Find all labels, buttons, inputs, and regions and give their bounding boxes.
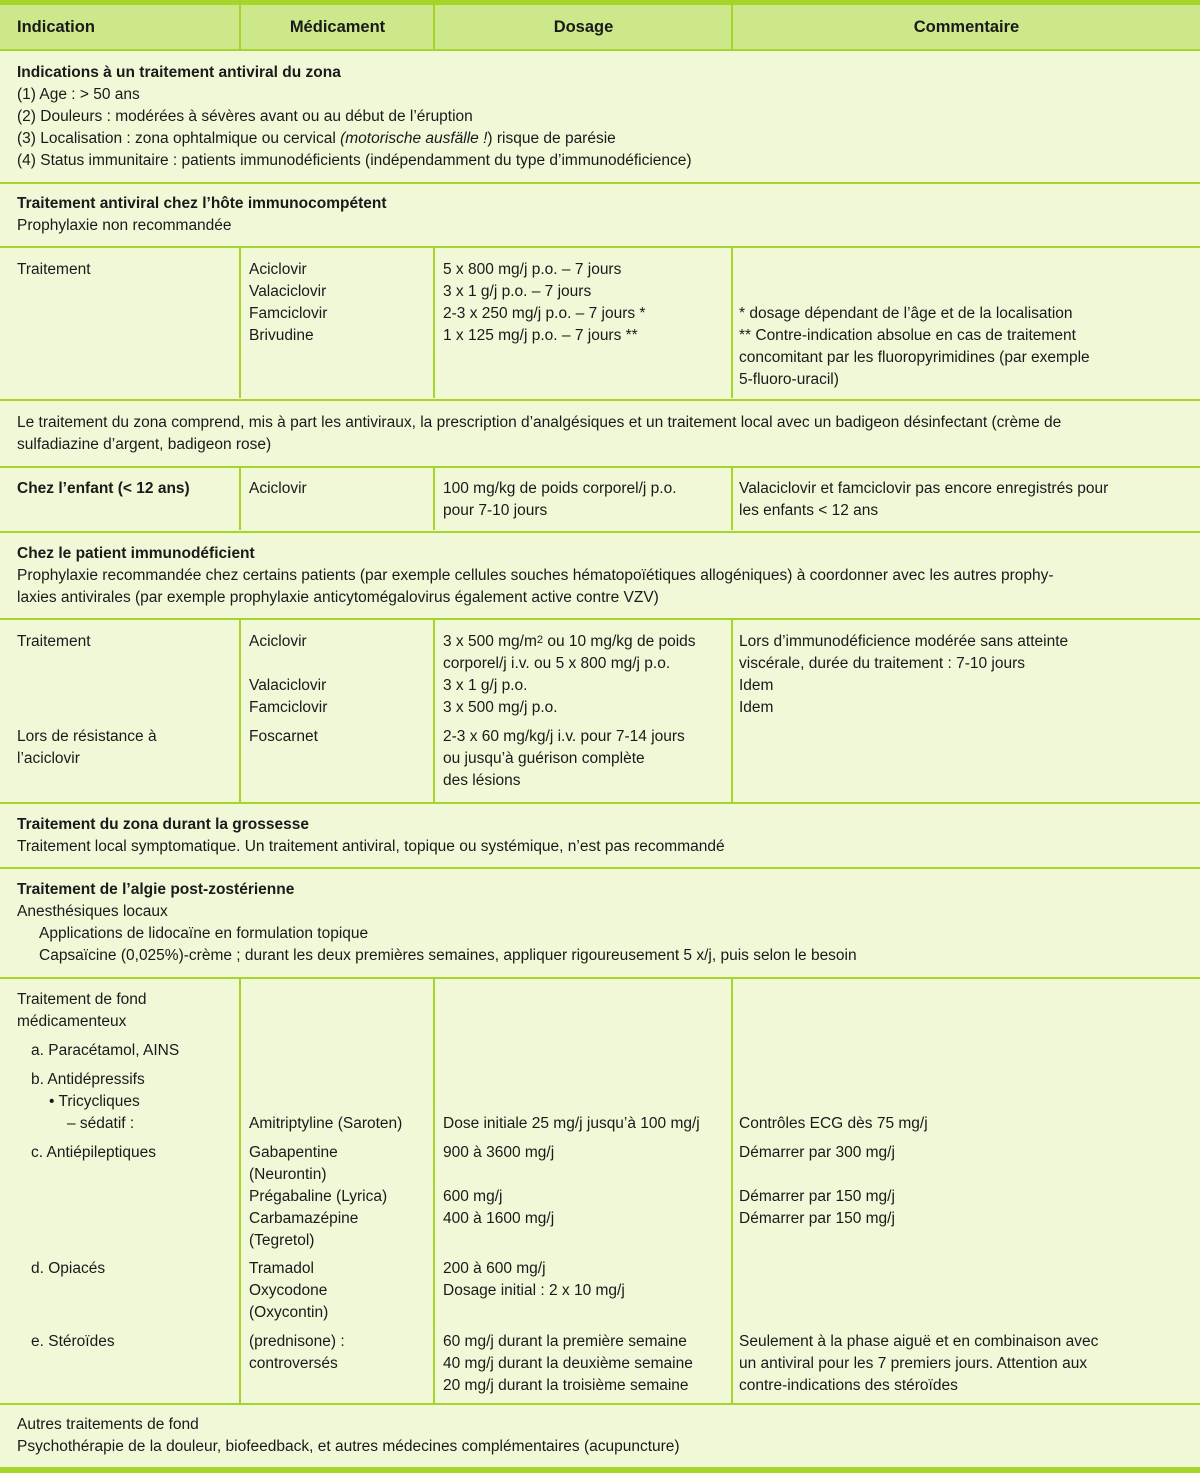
indication-cell: Traitement [17, 261, 91, 278]
dose-cell: 3 x 1 g/j p.o. [443, 677, 528, 694]
indication-cell: e. Stéroïdes [31, 1333, 115, 1350]
drug-cell: (Neurontin) [249, 1166, 327, 1183]
column-divider [731, 248, 733, 398]
indication-cell: c. Antiépileptiques [31, 1144, 156, 1161]
note-line: Le traitement du zona comprend, mis à part les antiviraux, la prescription d’analgésiques et un traitement local avec un badigeon désinfectant (crème de [17, 414, 1062, 431]
indication-cell: Lors de résistance à [17, 728, 157, 745]
row-divider [0, 466, 1200, 468]
note-line: sulfadiazine d’argent, badigeon rose) [17, 436, 272, 453]
dose-cell: 200 à 600 mg/j [443, 1260, 546, 1277]
drug-cell: (prednisone) : [249, 1333, 345, 1350]
dose-cell: pour 7-10 jours [443, 502, 548, 519]
column-divider [433, 248, 435, 398]
row-divider [0, 49, 1200, 51]
drug-cell: Famciclovir [249, 305, 328, 322]
section-line: Psychothérapie de la douleur, biofeedback, et autres médecines complémentaires (acupuncture) [17, 1438, 680, 1455]
indication-italic: (motorische ausfälle ! [340, 130, 488, 147]
row-divider [0, 1403, 1200, 1405]
header-dosage: Dosage [553, 18, 614, 36]
section-line: Traitement local symptomatique. Un traitement antiviral, topique ou systémique, n’est pas recommandé [17, 838, 725, 855]
header-divider [239, 5, 241, 49]
row-divider [0, 182, 1200, 184]
section-line: Capsaïcine (0,025%)-crème ; durant les deux premières semaines, appliquer rigoureusement 5 x/j, puis selon le besoin [39, 947, 857, 964]
header-commentaire: Commentaire [913, 18, 1020, 36]
dose-cell: Dose initiale 25 mg/j jusqu’à 100 mg/j [443, 1115, 700, 1132]
comment-cell: les enfants < 12 ans [739, 502, 879, 519]
indication-text: (3) Localisation : zona ophtalmique ou cervical [17, 130, 341, 147]
dose-text: 3 x 500 mg/m [443, 633, 537, 650]
section-title: Traitement antiviral chez l’hôte immunocompétent [17, 195, 387, 212]
section-title: Indications à un traitement antiviral du zona [17, 64, 341, 81]
section-title: Traitement du zona durant la grossesse [17, 816, 309, 833]
comment-cell: ** Contre-indication absolue en cas de traitement [739, 327, 1076, 344]
column-divider [731, 979, 733, 1403]
header-divider [731, 5, 733, 49]
indication-cell: Chez l’enfant (< 12 ans) [17, 480, 190, 497]
indication-cell: l’aciclovir [17, 750, 80, 767]
drug-cell: Famciclovir [249, 699, 328, 716]
comment-cell: un antiviral pour les 7 premiers jours. Attention aux [739, 1355, 1088, 1372]
column-divider [433, 468, 435, 530]
comment-cell: contre-indications des stéroïdes [739, 1377, 958, 1394]
section-subtitle: Prophylaxie non recommandée [17, 217, 232, 234]
comment-cell: Contrôles ECG dès 75 mg/j [739, 1115, 928, 1132]
dose-cell: 400 à 1600 mg/j [443, 1210, 555, 1227]
comment-cell: * dosage dépendant de l’âge et de la localisation [739, 305, 1073, 322]
drug-cell: Amitriptyline (Saroten) [249, 1115, 403, 1132]
comment-cell: Seulement à la phase aiguë et en combinaison avec [739, 1333, 1099, 1350]
dose-cell: 900 à 3600 mg/j [443, 1144, 555, 1161]
superscript: 2 [536, 634, 544, 646]
column-divider [433, 979, 435, 1403]
row-divider [0, 399, 1200, 401]
dose-cell: ou jusqu’à guérison complète [443, 750, 645, 767]
row-divider [0, 977, 1200, 979]
indication-line: (1) Age : > 50 ans [17, 86, 140, 103]
comment-cell: Démarrer par 150 mg/j [739, 1188, 895, 1205]
dose-cell: Dosage initial : 2 x 10 mg/j [443, 1282, 625, 1299]
dose-cell: 100 mg/kg de poids corporel/j p.o. [443, 480, 677, 497]
section-line: Anesthésiques locaux [17, 903, 168, 920]
section-line: Prophylaxie recommandée chez certains patients (par exemple cellules souches hématopoïétiques allogéniques) à coordonner avec les autres prophy- [17, 567, 1054, 584]
indication-cell: Traitement [17, 633, 91, 650]
comment-cell: Lors d’immunodéficience modérée sans atteinte [739, 633, 1069, 650]
drug-cell: Aciclovir [249, 480, 307, 497]
column-divider [239, 468, 241, 530]
dose-cell: corporel/j i.v. ou 5 x 800 mg/j p.o. [443, 655, 671, 672]
indication-cell: a. Paracétamol, AINS [31, 1042, 180, 1059]
section-line: Applications de lidocaïne en formulation topique [39, 925, 369, 942]
section-line: Autres traitements de fond [17, 1416, 199, 1433]
drug-cell: Brivudine [249, 327, 314, 344]
row-divider [0, 802, 1200, 804]
drug-cell: (Oxycontin) [249, 1304, 329, 1321]
column-divider [433, 620, 435, 802]
dose-cell: 3 x 500 mg/j p.o. [443, 699, 558, 716]
comment-cell: Idem [739, 677, 774, 694]
indication-line [17, 128, 616, 150]
drug-cell: Gabapentine [249, 1144, 338, 1161]
dose-cell: 5 x 800 mg/j p.o. – 7 jours [443, 261, 622, 278]
drug-cell: Prégabaline (Lyrica) [249, 1188, 388, 1205]
comment-cell: Démarrer par 150 mg/j [739, 1210, 895, 1227]
comment-cell: 5-fluoro-uracil) [739, 371, 839, 388]
comment-cell: Démarrer par 300 mg/j [739, 1144, 895, 1161]
column-divider [239, 248, 241, 398]
drug-cell: Aciclovir [249, 261, 307, 278]
comment-cell: Valaciclovir et famciclovir pas encore enregistrés pour [739, 480, 1109, 497]
column-divider [239, 620, 241, 802]
comment-cell: Idem [739, 699, 774, 716]
drug-cell: Tramadol [249, 1260, 314, 1277]
section-title: Chez le patient immunodéficient [17, 545, 255, 562]
comment-cell: viscérale, durée du traitement : 7-10 jours [739, 655, 1026, 672]
indication-cell: b. Antidépressifs [31, 1071, 145, 1088]
column-divider [239, 979, 241, 1403]
dose-cell: 1 x 125 mg/j p.o. – 7 jours ** [443, 327, 638, 344]
comment-cell: concomitant par les fluoropyrimidines (par exemple [739, 349, 1090, 366]
column-divider [731, 468, 733, 530]
indication-line: (2) Douleurs : modérées à sévères avant ou au début de l’éruption [17, 108, 473, 125]
dose-cell: 3 x 1 g/j p.o. – 7 jours [443, 283, 592, 300]
section-title: Traitement de l’algie post-zostérienne [17, 881, 295, 898]
dose-cell: 40 mg/j durant la deuxième semaine [443, 1355, 693, 1372]
indication-cell: d. Opiacés [31, 1260, 106, 1277]
indication-cell: Traitement de fond [17, 991, 147, 1008]
table-header [0, 5, 1200, 49]
header-medicament: Médicament [289, 18, 386, 36]
indication-cell: • Tricycliques [49, 1093, 140, 1110]
indication-text: ) risque de parésie [487, 130, 616, 147]
indication-cell: médicamenteux [17, 1013, 127, 1030]
row-divider [0, 867, 1200, 869]
header-divider [433, 5, 435, 49]
drug-cell: Valaciclovir [249, 677, 327, 694]
dose-cell: 2-3 x 60 mg/kg/j i.v. pour 7-14 jours [443, 728, 685, 745]
drug-cell: Aciclovir [249, 633, 307, 650]
drug-cell: Oxycodone [249, 1282, 328, 1299]
drug-cell: controversés [249, 1355, 338, 1372]
header-indication: Indication [17, 18, 95, 36]
row-divider [0, 531, 1200, 533]
dose-text: ou 10 mg/kg de poids [543, 633, 696, 650]
bottom-border [0, 1467, 1200, 1473]
row-divider [0, 246, 1200, 248]
row-divider [0, 618, 1200, 620]
section-line: laxies antivirales (par exemple prophylaxie anticytomégalovirus également active contre VZV) [17, 589, 659, 606]
drug-cell: Valaciclovir [249, 283, 327, 300]
indication-cell: – sédatif : [67, 1115, 135, 1132]
drug-cell: Foscarnet [249, 728, 318, 745]
dose-cell [443, 631, 696, 653]
column-divider [731, 620, 733, 802]
dose-cell: 2-3 x 250 mg/j p.o. – 7 jours * [443, 305, 646, 322]
dose-cell: 60 mg/j durant la première semaine [443, 1333, 687, 1350]
drug-cell: (Tegretol) [249, 1232, 315, 1249]
dose-cell: des lésions [443, 772, 521, 789]
drug-cell: Carbamazépine [249, 1210, 359, 1227]
dose-cell: 600 mg/j [443, 1188, 503, 1205]
dose-cell: 20 mg/j durant la troisième semaine [443, 1377, 689, 1394]
indication-line: (4) Status immunitaire : patients immunodéficients (indépendamment du type d’immunodéficience) [17, 152, 692, 169]
